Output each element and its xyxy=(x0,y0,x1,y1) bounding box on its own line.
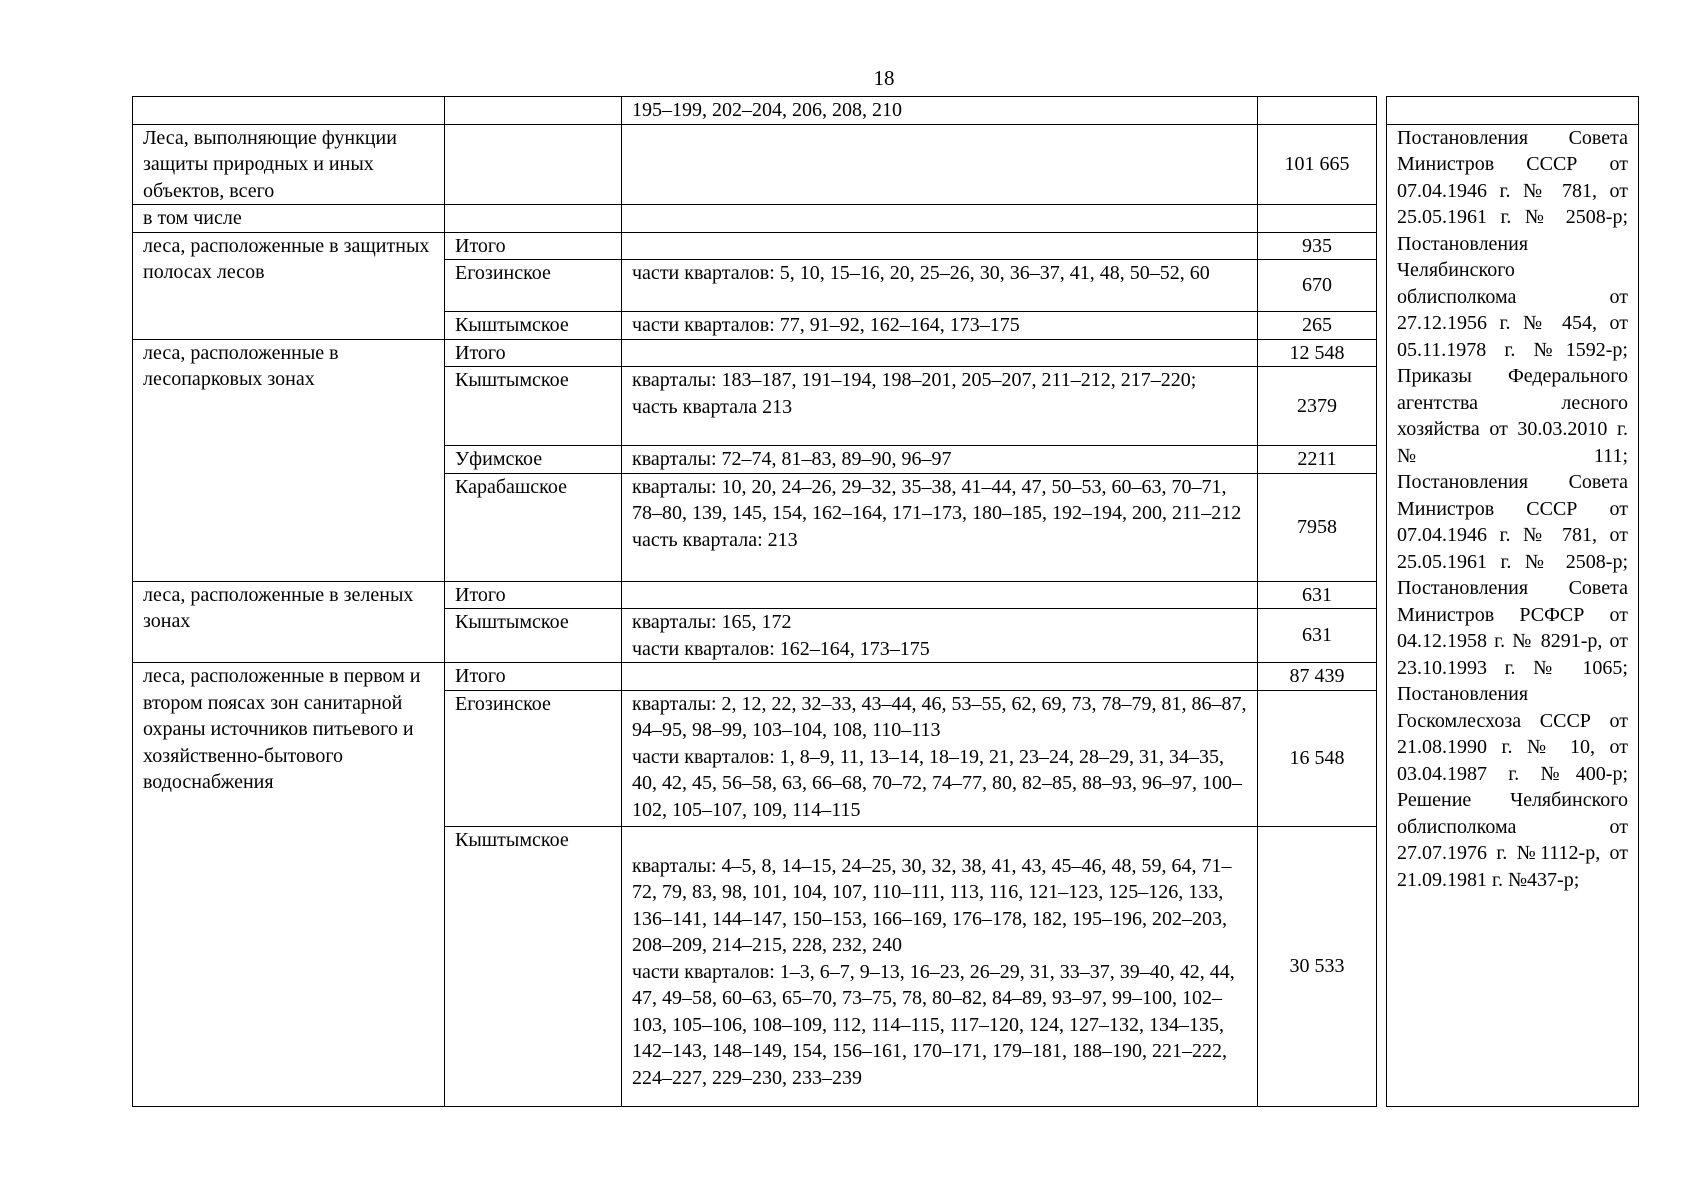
quarters-text: части кварталов: 162–164, 173–175 xyxy=(632,637,930,660)
area-cell: 2211 xyxy=(1258,446,1377,474)
quarters-cell xyxy=(622,205,1258,233)
forestry-cell: Итого xyxy=(445,581,622,609)
forestry-cell: Карабашское xyxy=(445,473,622,581)
area-cell: 30 533 xyxy=(1258,826,1377,1106)
quarters-cell xyxy=(622,367,1258,446)
legal-basis-item: Постановления Совета Министров СССР от 07.04.1946 г. № 781, от 25.05.1961 г. № 2508-р; xyxy=(1397,126,1628,228)
forestry-cell: Кыштымское xyxy=(445,826,622,1106)
area-cell: 935 xyxy=(1258,232,1377,260)
quarters-text: кварталы: 10, 20, 24–26, 29–32, 35–38, 41–44, 47, 50–53, 60–63, 70–71, 78–80, 139, 145, 154, 162–164, 171–173, 180–185, 192–194, 200, 211–212 xyxy=(632,475,1242,524)
quarters-cell xyxy=(622,609,1258,663)
area-cell: 16 548 xyxy=(1258,690,1377,826)
quarters-text: часть квартала: 213 xyxy=(632,528,798,551)
area-cell: 2379 xyxy=(1258,367,1377,446)
area-cell: 87 439 xyxy=(1258,663,1377,691)
quarters-cell xyxy=(622,690,1258,826)
page-number: 18 xyxy=(873,66,895,90)
area-cell: 631 xyxy=(1258,609,1377,663)
category-cell: леса, расположенные в защитных полосах лесов xyxy=(133,232,445,339)
quarters-text: части кварталов: 1, 8–9, 11, 13–14, 18–19, 21, 23–24, 28–29, 31, 34–35, 40, 42, 45, 56–58, 63, 66–68, 70–72, 74–77, 80, 82–85, 88–93, 96–97, 100–102, 105–107, 109, 114–115 xyxy=(632,745,1242,821)
forestry-cell: Итого xyxy=(445,663,622,691)
quarters-text: часть квартала 213 xyxy=(632,395,793,418)
forestry-cell: Кыштымское xyxy=(445,609,622,663)
forestry-cell: Кыштымское xyxy=(445,367,622,446)
quarters-cell xyxy=(622,663,1258,691)
forestry-cell xyxy=(445,97,622,125)
quarters-cell xyxy=(622,473,1258,581)
quarters-cell: 195–199, 202–204, 206, 208, 210 xyxy=(622,97,1258,125)
area-cell: 631 xyxy=(1258,581,1377,609)
area-cell: 101 665 xyxy=(1258,124,1377,205)
forestry-cell xyxy=(445,124,622,205)
category-cell xyxy=(133,97,445,125)
category-cell: леса, расположенные в зеленых зонах xyxy=(133,581,445,663)
forestry-cell xyxy=(445,205,622,233)
legal-basis-item: Постановления Челябинского облисполкома от 27.12.1956 г. № 454, от 05.11.1978 г. №1592-р; xyxy=(1397,232,1628,361)
legal-basis-item: Решение Челябинского облисполкома от 27.07.1976 г. №1112-р, от 21.09.1981 г. №437-р; xyxy=(1397,789,1628,891)
quarters-cell xyxy=(622,581,1258,609)
area-cell xyxy=(1258,205,1377,233)
quarters-cell: части кварталов: 77, 91–92, 162–164, 173–175 xyxy=(622,312,1258,340)
area-cell: 7958 xyxy=(1258,473,1377,581)
area-cell: 265 xyxy=(1258,312,1377,340)
quarters-cell xyxy=(622,339,1258,367)
category-cell: в том числе xyxy=(133,205,445,233)
quarters-cell xyxy=(622,124,1258,205)
legal-basis-item: Приказы Федерального агентства лесного хозяйства от 30.03.2010 г. № 111; xyxy=(1397,365,1628,467)
category-cell: леса, расположенные в лесопарковых зонах xyxy=(133,339,445,581)
forestry-cell: Егозинское xyxy=(445,690,622,826)
forestry-cell: Уфимское xyxy=(445,446,622,474)
quarters-cell: кварталы: 72–74, 81–83, 89–90, 96–97 xyxy=(622,446,1258,474)
quarters-text: кварталы: 4–5, 8, 14–15, 24–25, 30, 32, 38, 41, 43, 45–46, 48, 59, 64, 71–72, 79, 83, 98, 101, 104, 107, 110–111, 113, 116, 121–123, 125–126, 133, 136–141, 144–147, 150–153, 166–169, 176–178, 182, 195–196, 202–203, 208–209, 214–215, 228, 232, 240 xyxy=(632,854,1232,956)
forest-protection-table xyxy=(132,96,1639,1107)
basis-cell xyxy=(1387,97,1639,125)
area-cell: 670 xyxy=(1258,260,1377,312)
table-row xyxy=(133,97,1639,125)
quarters-cell xyxy=(622,826,1258,1106)
forestry-cell: Итого xyxy=(445,232,622,260)
legal-basis-cell xyxy=(1387,124,1639,1106)
forestry-cell: Егозинское xyxy=(445,260,622,312)
quarters-text: кварталы: 2, 12, 22, 32–33, 43–44, 46, 53–55, 62, 69, 73, 78–79, 81, 86–87, 94–95, 98–99, 103–104, 108, 110–113 xyxy=(632,692,1247,741)
area-cell: 12 548 xyxy=(1258,339,1377,367)
quarters-text: кварталы: 165, 172 xyxy=(632,611,792,633)
quarters-text: части кварталов: 1–3, 6–7, 9–13, 16–23, 26–29, 31, 33–37, 39–40, 42, 44, 47, 49–58, 60–63, 65–70, 73–75, 78, 80–82, 84–89, 93–97, 99–100, 102–103, 105–106, 108–109, 112, 114–115, 117–120, 124, 127–132, 134–135, 142–143, 148–149, 154, 156–161, 170–171, 179–181, 188–190, 221–222, 224–227, 229–230, 233–239 xyxy=(632,960,1235,1089)
legal-basis-item: Постановления Госкомлесхоза СССР от 21.08.1990 г. № 10, от 03.04.1987 г. №400-р; xyxy=(1397,683,1628,785)
table-row xyxy=(133,124,1639,205)
area-cell xyxy=(1258,97,1377,125)
forestry-cell: Итого xyxy=(445,339,622,367)
legal-basis-item: Постановления Совета Министров СССР от 07.04.1946 г. № 781, от 25.05.1961 г. № 2508-р; xyxy=(1397,471,1628,573)
legal-basis-item: Постановления Совета Министров РСФСР от 04.12.1958 г. № 8291-р, от 23.10.1993 г. № 1065; xyxy=(1397,577,1628,679)
forestry-cell: Кыштымское xyxy=(445,312,622,340)
category-cell: леса, расположенные в первом и втором поясах зон санитарной охраны источников питьевого и хозяйственно-бытового водоснабжения xyxy=(133,663,445,1107)
category-cell: Леса, выполняющие функции защиты природных и иных объектов, всего xyxy=(133,124,445,205)
quarters-cell xyxy=(622,232,1258,260)
quarters-cell: части кварталов: 5, 10, 15–16, 20, 25–26, 30, 36–37, 41, 48, 50–52, 60 xyxy=(622,260,1258,312)
quarters-text: кварталы: 183–187, 191–194, 198–201, 205–207, 211–212, 217–220; xyxy=(632,369,1197,391)
